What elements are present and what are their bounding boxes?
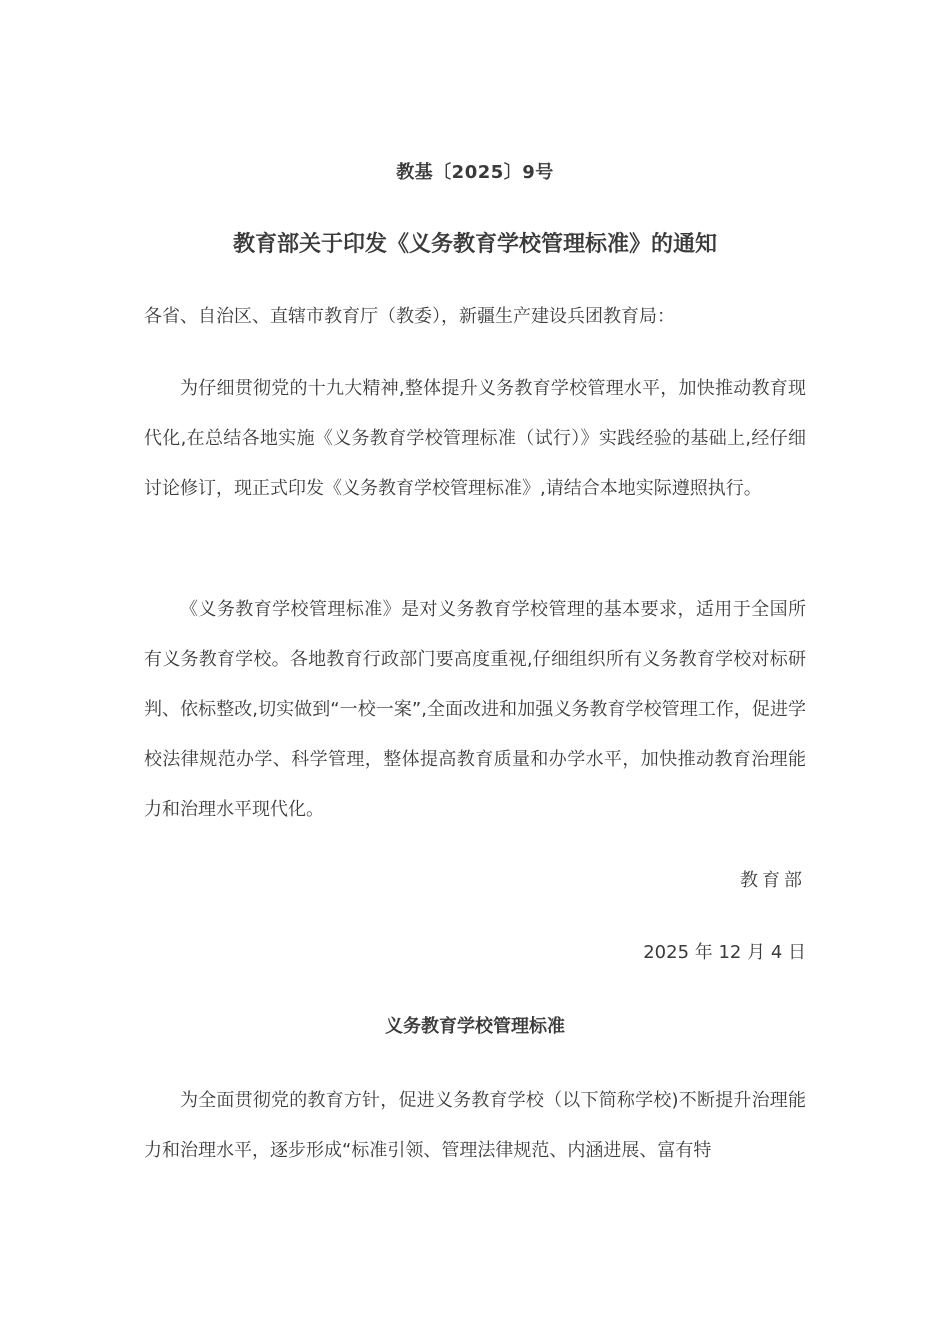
document-title: 教育部关于印发《义务教育学校管理标准》的通知: [232, 232, 717, 257]
document-number: 教基〔2025〕9号: [396, 162, 554, 183]
signature-date: 2025 年 12 月 4 日: [643, 942, 806, 963]
signature-organization: 教育部: [740, 870, 806, 891]
section-paragraph: 为全面贯彻党的教育方针，促进义务教育学校（以下简称学校)不断提升治理能力和治理水平，逐步形成“标准引领、管理法律规范、内涵进展、富有特: [144, 1090, 806, 1161]
section-title: 义务教育学校管理标准: [385, 1016, 565, 1037]
paragraph-2: 《义务教育学校管理标准》是对义务教育学校管理的基本要求，适用于全国所有义务教育学校。各地教育行政部门要高度重视,仔细组织所有义务教育学校对标研判、依标整改,切实做到“一校一案”,全面改进和加强义务教育学校管理工作，促进学校法律规范办学、科学管理，整体提高教育质量和办学水平，加快推动教育治理能力和治理水平现代化。: [144, 599, 806, 820]
paragraph-1: 为仔细贯彻党的十九大精神,整体提升义务教育学校管理水平，加快推动教育现代化,在总结各地实施《义务教育学校管理标准（试行）》实践经验的基础上,经仔细讨论修订，现正式印发《义务教育学校管理标准》,请结合本地实际遵照执行。: [144, 378, 806, 499]
salutation: 各省、自治区、直辖市教育厅（教委），新疆生产建设兵团教育局：: [144, 306, 675, 327]
